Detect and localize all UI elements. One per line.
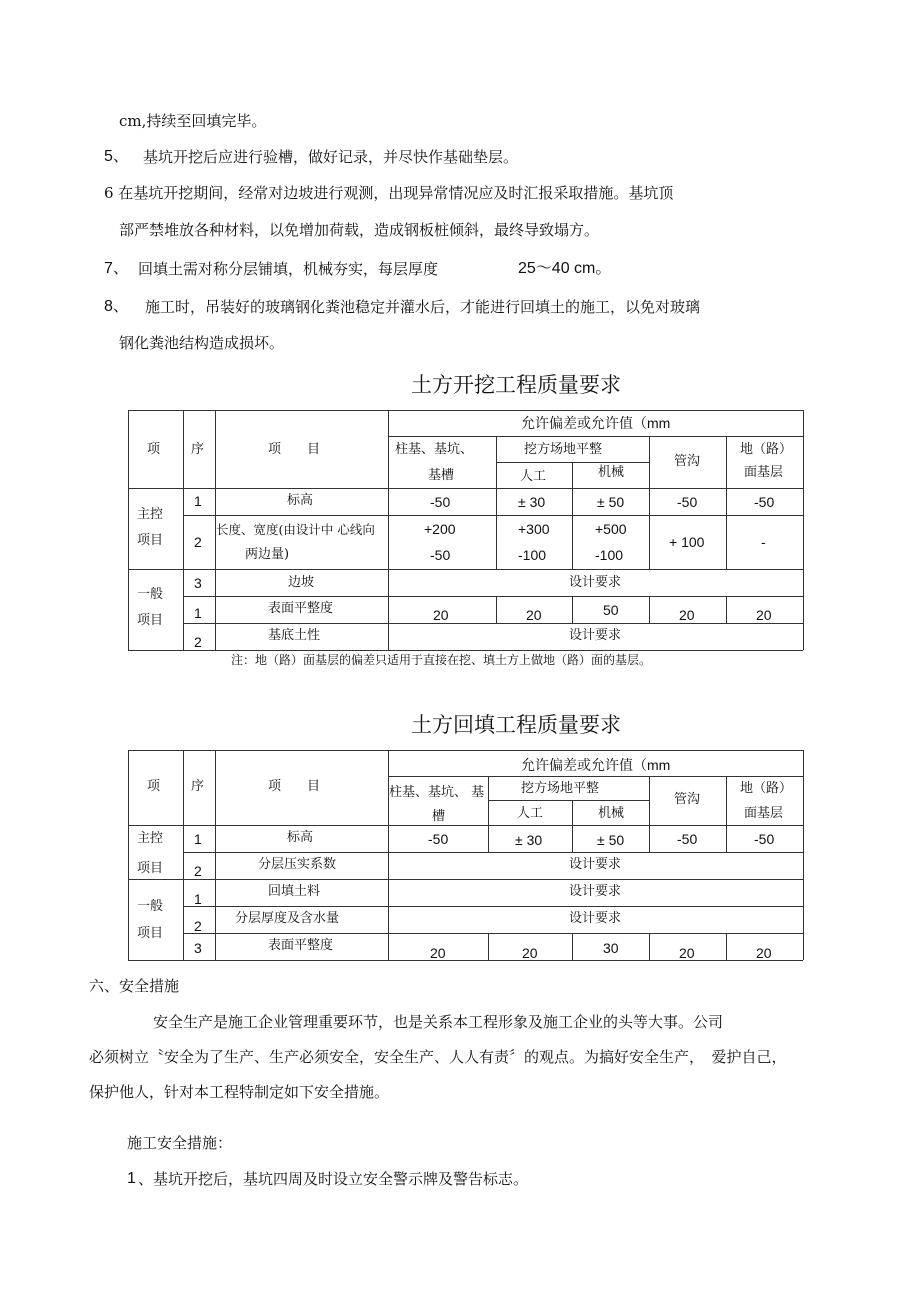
row-seq: 1 bbox=[194, 831, 202, 847]
header-di1: 地（路） bbox=[740, 442, 793, 457]
row-seq: 1 bbox=[194, 493, 202, 509]
cell-value: -50 bbox=[428, 831, 449, 847]
row-seq: 1 bbox=[194, 891, 202, 907]
item-text: 钢化粪池结构造成损坏。 bbox=[119, 334, 285, 352]
cell-value: -50 bbox=[677, 494, 698, 510]
cell-value: + 100 bbox=[669, 534, 705, 550]
cell-value: 20 bbox=[756, 945, 772, 961]
header-xiangmu: 项 目 bbox=[268, 779, 321, 794]
cell-value: 20 bbox=[679, 607, 695, 623]
group-main: 项目 bbox=[137, 533, 164, 548]
cell-value: 30 bbox=[603, 940, 619, 956]
cell-value: 20 bbox=[433, 607, 449, 623]
item-text: 基坑开挖后应进行验槽，做好记录，并尽快作基础垫层。 bbox=[143, 148, 519, 166]
cell-value: -50 bbox=[430, 547, 451, 563]
header-jicao: 基槽 bbox=[428, 468, 455, 483]
group-main: 项目 bbox=[137, 861, 164, 876]
row-name: 表面平整度 bbox=[268, 601, 334, 616]
table1-note: 注：地（路）面基层的偏差只适用于直接在挖、填土方上做地（路）面的基层。 bbox=[231, 653, 652, 667]
group-main: 主控 bbox=[137, 831, 164, 846]
row-name: 回填土料 bbox=[268, 884, 321, 899]
table2-title: 土方回填工程质量要求 bbox=[411, 713, 621, 737]
item-number: 5、 bbox=[104, 148, 129, 165]
header-guangou: 管沟 bbox=[674, 792, 701, 807]
header-xiangmu: 项 目 bbox=[268, 442, 321, 457]
row-name: 基底土性 bbox=[268, 628, 321, 643]
group-general: 一般 bbox=[137, 899, 164, 914]
cell-value: - bbox=[761, 534, 766, 550]
para-continuation: cm,持续至回填完毕。 bbox=[119, 112, 267, 130]
header-wafang: 挖方场地平整 bbox=[521, 781, 600, 796]
row-name: 标高 bbox=[287, 493, 314, 508]
header-jicao: 槽 bbox=[432, 809, 446, 824]
item-text: 部严禁堆放各种材料，以免增加荷载，造成钢板桩倾斜，最终导致塌方。 bbox=[119, 221, 600, 239]
row-name: 分层压实系数 bbox=[258, 857, 337, 872]
group-general: 项目 bbox=[137, 926, 164, 941]
cell-design: 设计要求 bbox=[569, 884, 622, 899]
cell-value: 20 bbox=[522, 945, 538, 961]
cell-value: +500 bbox=[595, 521, 627, 537]
item-number: 7、 bbox=[104, 260, 129, 277]
cell-value: -50 bbox=[754, 494, 775, 510]
header-jixie: 机械 bbox=[598, 806, 625, 821]
header-allow: 允许偏差或允许值（mm bbox=[521, 415, 671, 431]
header-wafang: 挖方场地平整 bbox=[524, 442, 603, 457]
header-zhuji: 柱基、基坑、 基 bbox=[389, 785, 485, 800]
header-xu: 序 bbox=[191, 779, 205, 794]
header-xiang: 项 bbox=[147, 779, 161, 794]
item-text: 回填土需对称分层铺填，机械夯实，每层厚度 bbox=[138, 260, 439, 278]
cell-value: ± 50 bbox=[597, 832, 625, 848]
row-seq: 2 bbox=[194, 534, 202, 550]
row-name: 标高 bbox=[287, 830, 314, 845]
header-xu: 序 bbox=[191, 442, 205, 457]
row-name: 长度、宽度(由设计中 心线向 bbox=[216, 522, 375, 537]
cell-value: 20 bbox=[679, 945, 695, 961]
header-xiang: 项 bbox=[147, 442, 161, 457]
safety-paragraph: 保护他人，针对本工程特制定如下安全措施。 bbox=[89, 1083, 390, 1101]
cell-value: +300 bbox=[518, 521, 550, 537]
row-seq: 2 bbox=[194, 634, 202, 650]
cell-value: 50 bbox=[603, 602, 619, 618]
header-rengong: 人工 bbox=[520, 469, 547, 484]
cell-value: -100 bbox=[595, 547, 624, 563]
row-name: 两边量) bbox=[245, 547, 290, 562]
row-seq: 2 bbox=[194, 863, 202, 879]
cell-design: 设计要求 bbox=[569, 857, 622, 872]
cell-value: ± 30 bbox=[518, 494, 546, 510]
item-number: 1 bbox=[127, 1170, 136, 1187]
cell-value: +200 bbox=[424, 521, 456, 537]
row-name: 表面平整度 bbox=[268, 938, 334, 953]
header-jixie: 机械 bbox=[598, 465, 625, 480]
row-name: 分层厚度及含水量 bbox=[235, 911, 340, 926]
cell-design: 设计要求 bbox=[569, 911, 622, 926]
header-allow: 允许偏差或允许值（mm bbox=[521, 757, 671, 773]
group-general: 一般 bbox=[137, 587, 164, 602]
row-seq: 1 bbox=[194, 605, 202, 621]
cell-value: ± 30 bbox=[515, 832, 543, 848]
header-rengong: 人工 bbox=[517, 806, 544, 821]
header-di1: 地（路） bbox=[740, 781, 793, 796]
table1-title: 土方开挖工程质量要求 bbox=[411, 373, 621, 397]
sub-heading: 施工安全措施： bbox=[127, 1134, 233, 1152]
cell-value: -100 bbox=[518, 547, 547, 563]
item-text: 施工时，吊装好的玻璃钢化粪池稳定并灌水后，才能进行回填土的施工，以免对玻璃 bbox=[145, 298, 701, 316]
safety-paragraph: 安全生产是施工企业管理重要环节，也是关系本工程形象及施工企业的头等大事。公司 bbox=[153, 1013, 724, 1031]
item-number: 8、 bbox=[104, 298, 129, 315]
cell-value: -50 bbox=[677, 831, 698, 847]
cell-value: ± 50 bbox=[597, 494, 625, 510]
cell-value: 20 bbox=[430, 945, 446, 961]
header-di2: 面基层 bbox=[744, 806, 784, 821]
group-general: 项目 bbox=[137, 613, 164, 628]
row-seq: 2 bbox=[194, 918, 202, 934]
cell-design: 设计要求 bbox=[569, 628, 622, 643]
header-zhuji: 柱基、基坑、 bbox=[395, 442, 474, 457]
safety-paragraph: 必须树立〝安全为了生产、生产必须安全，安全生产、人人有责〞的观点。为搞好安全生产， 爱护自己， bbox=[89, 1048, 787, 1066]
cell-value: -50 bbox=[754, 831, 775, 847]
header-guangou: 管沟 bbox=[674, 454, 701, 469]
item-text: 6 在基坑开挖期间，经常对边坡进行观测，出现异常情况应及时汇报采取措施。基坑顶 bbox=[104, 184, 674, 202]
cell-value: 20 bbox=[526, 607, 542, 623]
cell-value: 20 bbox=[756, 607, 772, 623]
section-heading: 六、安全措施 bbox=[89, 977, 180, 995]
row-name: 边坡 bbox=[288, 575, 315, 590]
group-main: 主控 bbox=[137, 507, 164, 522]
cell-design: 设计要求 bbox=[569, 575, 622, 590]
row-seq: 3 bbox=[194, 575, 202, 591]
header-di2: 面基层 bbox=[744, 465, 784, 480]
row-seq: 3 bbox=[194, 940, 202, 956]
cell-value: -50 bbox=[430, 494, 451, 510]
item-value: 25～40 cm。 bbox=[518, 260, 612, 277]
item-text: 、基坑开挖后，基坑四周及时设立安全警示牌及警告标志。 bbox=[138, 1170, 529, 1188]
